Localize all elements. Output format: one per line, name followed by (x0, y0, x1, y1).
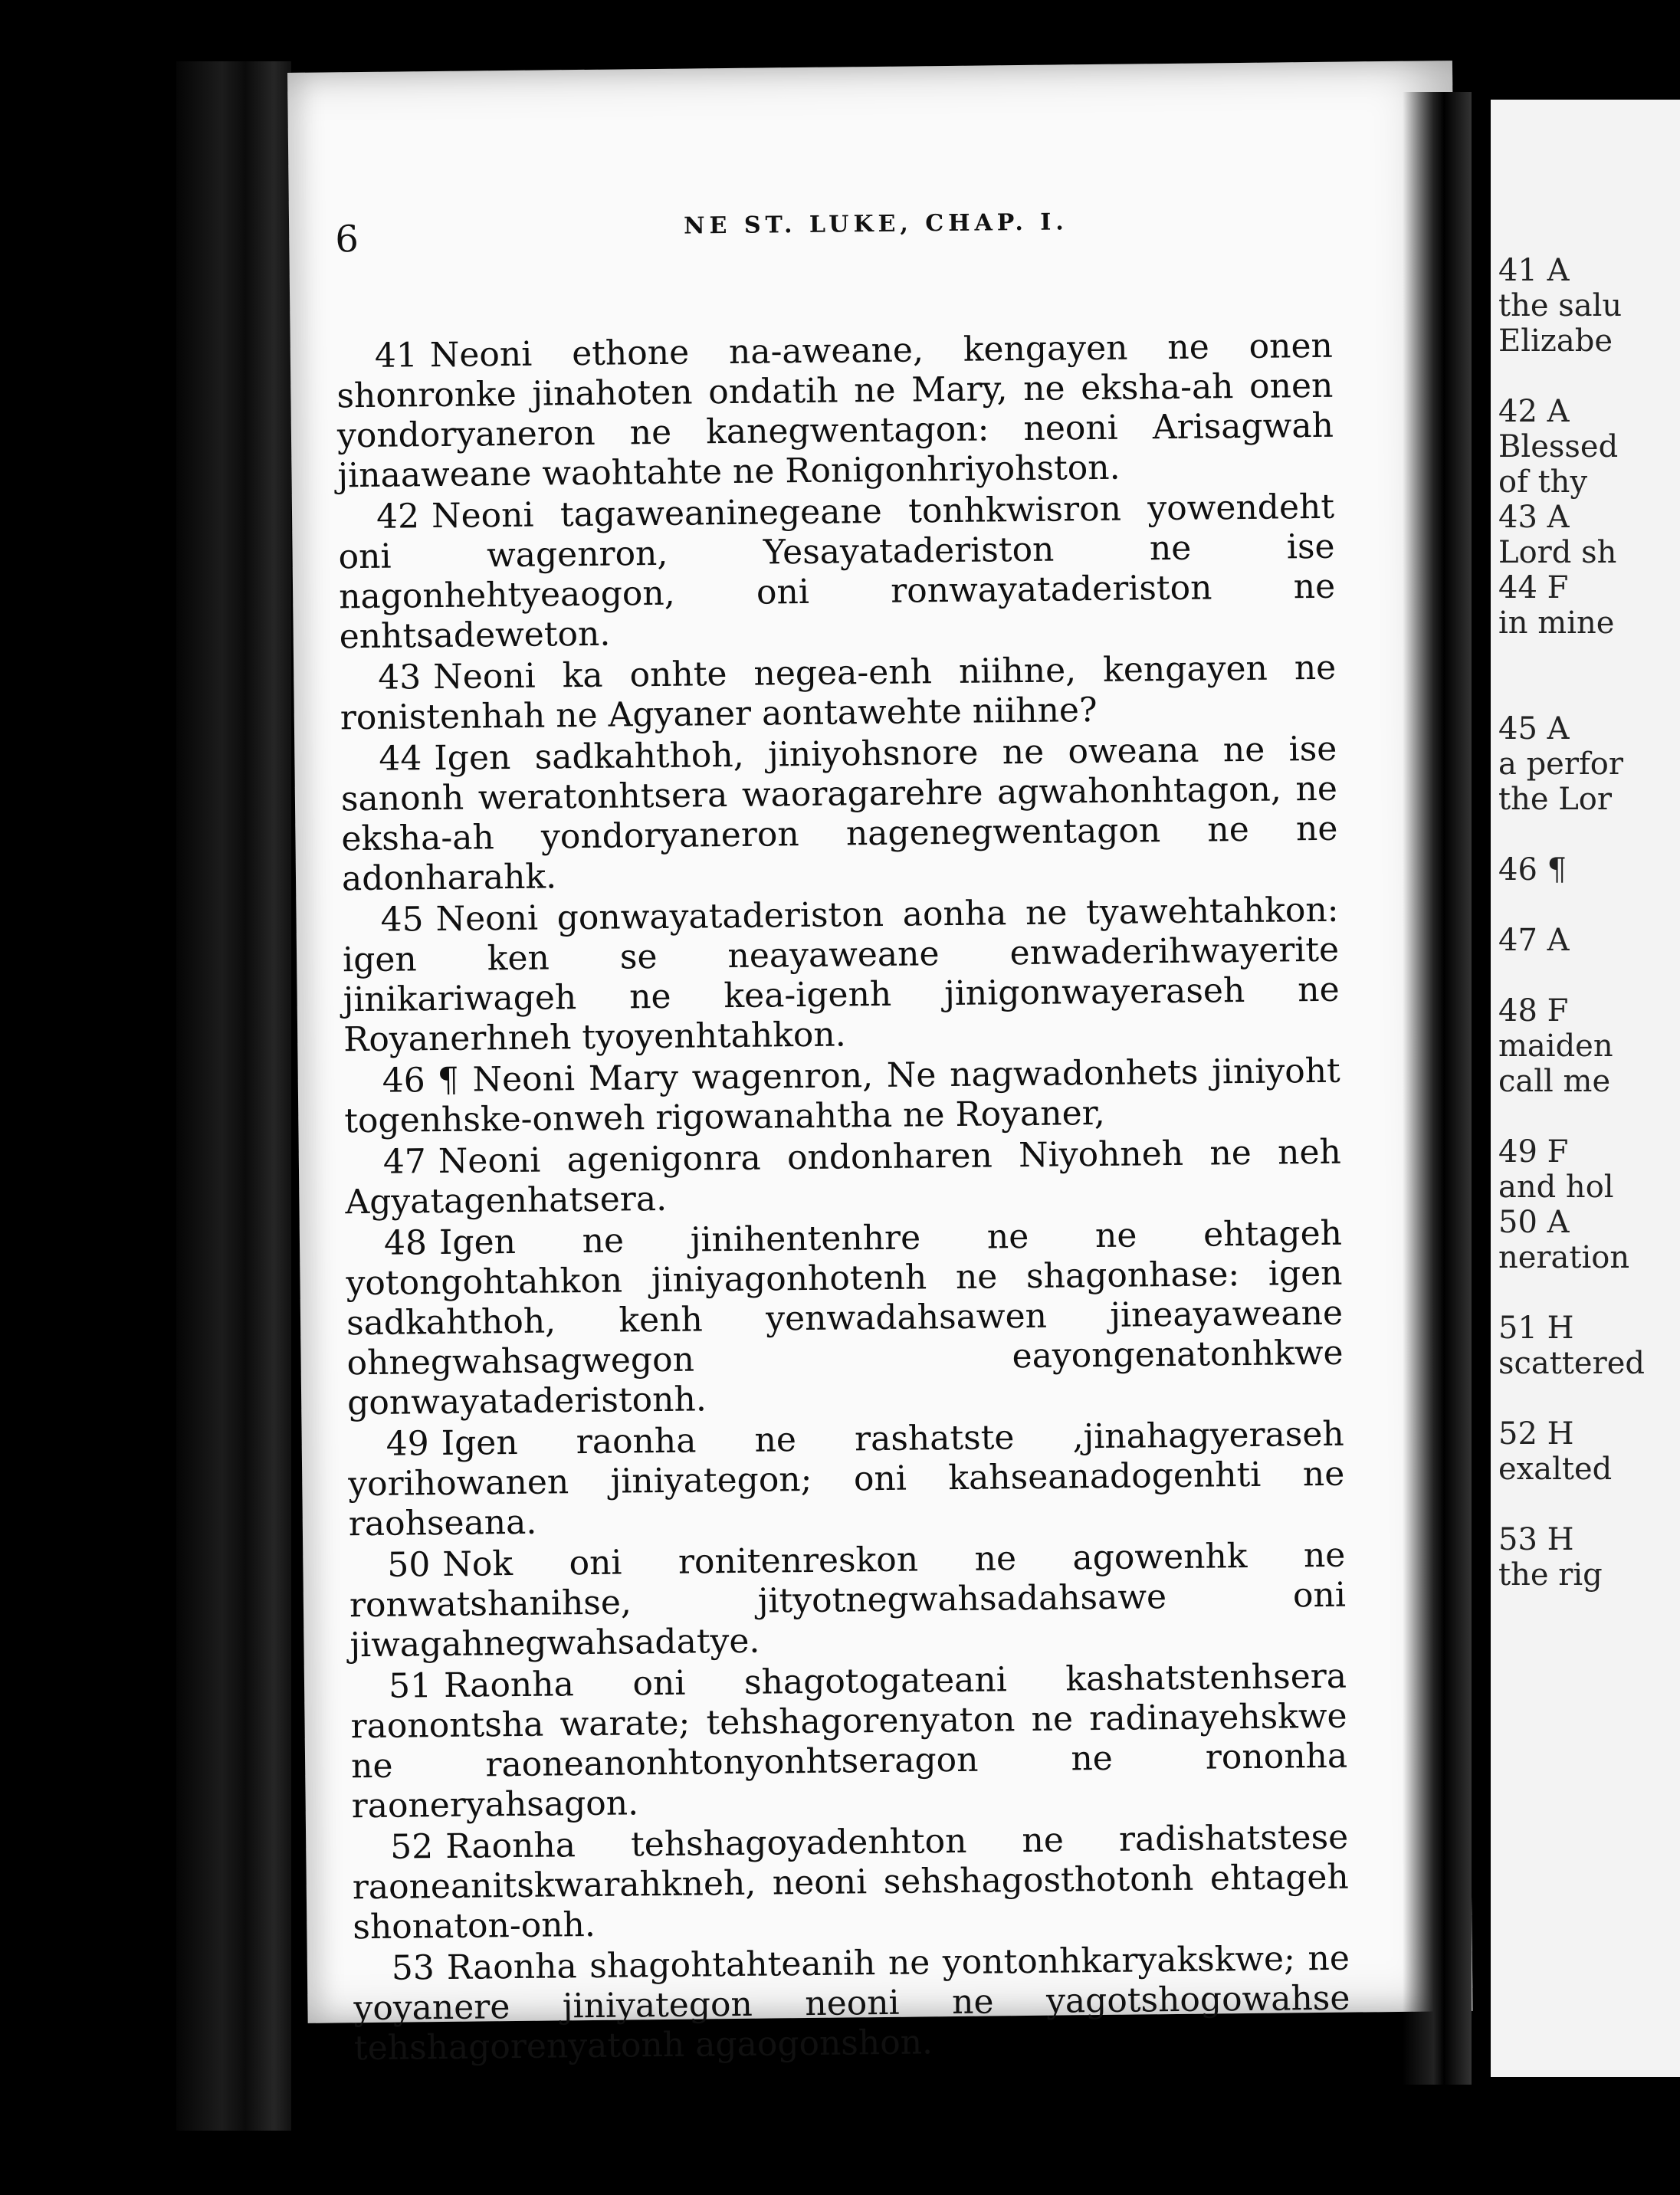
verse-paragraph (342, 891, 1340, 1061)
right-page-line: 53 H (1498, 1522, 1574, 1557)
verse-number: 45 (380, 900, 424, 940)
right-page-line: scattered (1498, 1346, 1645, 1381)
right-page-line: of thy (1498, 464, 1588, 500)
verse-number: 49 (386, 1424, 430, 1464)
verse-paragraph (340, 730, 1338, 900)
verse-paragraph (352, 1818, 1350, 1948)
page-gutter (1403, 92, 1472, 2085)
book-edge (176, 61, 291, 2131)
right-page-line: 45 A (1498, 711, 1570, 746)
page-number: 6 (334, 218, 359, 261)
verse-text: Nok oni ronitenreskon ne agowenhk ne ronwatshanihse, jityotnegwahsadahsawe oni jiwagahnegwahsadatye. (349, 1535, 1347, 1665)
verse-number: 42 (376, 497, 420, 536)
verse-text: Neoni gonwayataderiston aonha ne tyawehtahkon: igen ken se neayaweane enwaderihwayerite jinikariwageh ne kea-igenh jinigonwayeraseh ne Royanerhneh tyoyenhtahkon. (342, 890, 1340, 1060)
right-page-line: Blessed (1498, 429, 1619, 464)
verse-text: Neoni tagaweaninegeane tonhkwisron yowendeht oni wagenron, Yesayataderiston ne ise nagonhehtyeaogon, oni ronwayataderiston ne enhtsadeweton. (338, 487, 1336, 657)
right-page-line: neration (1498, 1240, 1630, 1275)
right-page-line (1498, 676, 1680, 711)
verse-number: 47 (382, 1142, 427, 1182)
right-page-line: call me (1498, 1064, 1611, 1099)
right-page-text (1498, 253, 1680, 1593)
right-page-line (1498, 958, 1680, 993)
right-page-line (1498, 1381, 1680, 1416)
verse-text: Raonha oni shagotogateani kashatstenhsera raonontsha warate; tehshagorenyaton ne radinayehskwe ne raoneanonhtonyonhtseragon ne rononha raoneryahsagon. (350, 1656, 1348, 1826)
right-page-line: 47 A (1498, 923, 1570, 958)
verse-paragraph (340, 648, 1337, 739)
verse-paragraph (346, 1214, 1344, 1424)
right-page-line: 48 F (1498, 993, 1569, 1029)
verse-text: Igen sadkahthoh, jiniyohsnore ne oweana ne ise sanonh weratonhtsera waoragarehre agwahonhtagon, ne eksha-ah yondoryaneron nagenegwentagon ne ne adonharahk. (340, 729, 1338, 899)
verse-text: Neoni agenigonra ondonharen Niyohneh ne neh Agyatagenhatsera. (345, 1132, 1342, 1222)
right-page-line: the salu (1498, 288, 1623, 323)
verse-paragraph (347, 1415, 1345, 1545)
verse-text: Neoni ka onhte negea-enh niihne, kengayen ne ronistenhah ne Agyaner aontawehte niihne? (340, 648, 1337, 738)
verse-text: Raonha shagohtahteanih ne yontonhkaryakskwe; ne yoyanere jiniyategon neoni ne yagotshogowahse tehshagorenyatonh agaogonshon. (353, 1938, 1350, 2069)
verse-paragraph (350, 1657, 1348, 1827)
verse-number: 44 (379, 739, 422, 779)
right-page-line (1498, 1275, 1680, 1311)
verse-text: Igen ne jinihentenhre ne ne ehtageh yotongohtahkon jiniyagonhotenh ne shagonhase: igen sadkahthoh, kenh yenwadahsawen jineayaweane ohnegwahsagwegon eayongenatonhkwe gonwayataderistonh. (346, 1213, 1344, 1423)
verse-paragraph (349, 1536, 1347, 1666)
verse-number: 41 (374, 336, 418, 376)
verse-paragraph (338, 487, 1336, 658)
right-page-line: and hol (1498, 1170, 1614, 1205)
right-page-line: the rig (1498, 1557, 1603, 1593)
verse-number: 50 (387, 1545, 431, 1585)
right-page-line: 43 A (1498, 500, 1570, 535)
right-page-line (1498, 641, 1680, 676)
verse-text: ¶ Neoni Mary wagenron, Ne nagwadonhets jiniyoht togenhske-onweh rigowanahtha ne Royaner, (344, 1051, 1340, 1141)
chapter-heading: NE ST. LUKE, CHAP. I. (683, 208, 1068, 240)
right-page-line: exalted (1498, 1452, 1613, 1487)
right-page-line: 52 H (1498, 1416, 1574, 1452)
verse-number: 52 (389, 1827, 434, 1867)
right-page-line: in mine (1498, 605, 1615, 641)
verse-text: Raonha tehshagoyadenhton ne radishatstese raoneanitskwarahkneh, neoni sehshagosthotonh ehtageh shonaton-onh. (352, 1817, 1349, 1947)
verse-paragraph (344, 1052, 1341, 1142)
right-page-partial (1491, 100, 1680, 2077)
right-page-line (1498, 888, 1680, 923)
verse-text: Igen raonha ne rashatste ,jinahagyeraseh yorihowanen jiniyategon; oni kahseanadogenhti ne raohseana. (348, 1414, 1345, 1544)
right-page-line: 51 H (1498, 1311, 1574, 1346)
right-page-line: 50 A (1498, 1205, 1570, 1240)
right-page-line (1498, 1099, 1680, 1134)
right-page-line: maiden (1498, 1029, 1613, 1064)
running-head (334, 199, 1455, 261)
right-page-line: 49 F (1498, 1134, 1569, 1170)
right-page-line: the Lor (1498, 782, 1612, 817)
verse-paragraph (345, 1133, 1342, 1223)
right-page-line: a perfor (1498, 746, 1623, 782)
verse-number: 51 (388, 1666, 432, 1706)
right-page-line: Lord sh (1498, 535, 1617, 570)
verse-paragraph (353, 1939, 1351, 2069)
verse-number: 46 (382, 1061, 426, 1101)
right-page-line: Elizabe (1498, 323, 1613, 359)
right-page-line: 41 A (1498, 253, 1570, 288)
right-page-line (1498, 817, 1680, 852)
right-page-line: 42 A (1498, 394, 1570, 429)
right-page-line (1498, 359, 1680, 394)
verse-text: Neoni ethone na-aweane, kengayen ne onen shonronke jinahoten ondatih ne Mary, ne eksha-ah onen yondoryaneron ne kanegwentagon: neoni Arisagwah jinaaweane waohtahte ne Ronigonhriyohston. (336, 326, 1334, 496)
right-page-line: 44 F (1498, 570, 1569, 605)
verse-number: 53 (391, 1948, 435, 1988)
verse-number: 43 (378, 658, 422, 697)
right-page-line (1498, 1487, 1680, 1522)
verse-paragraph (336, 326, 1334, 497)
left-page (287, 61, 1473, 2069)
verse-text-block (336, 326, 1351, 2070)
right-page-line: 46 ¶ (1498, 852, 1567, 888)
verse-number: 48 (383, 1223, 428, 1263)
